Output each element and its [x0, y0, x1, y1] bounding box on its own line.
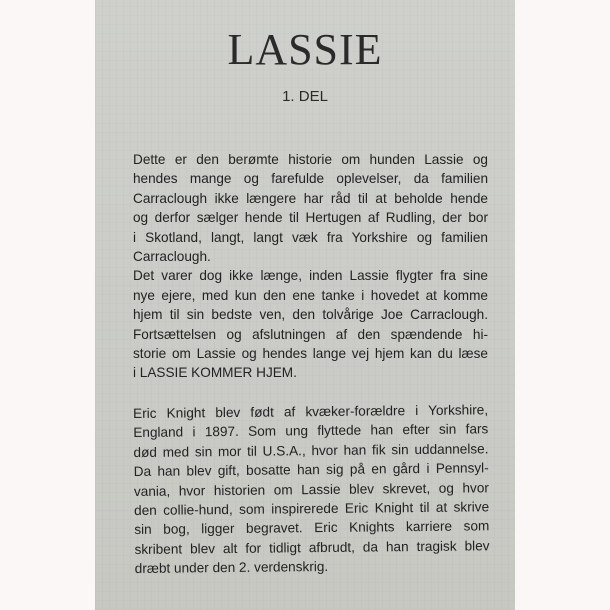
author-bio-paragraph	[133, 400, 490, 578]
text-line: Carraclough ikke længere har råd til at beholde hende	[133, 190, 488, 206]
book-title: LASSIE	[227, 25, 383, 74]
book-subtitle: 1. DEL	[282, 88, 328, 105]
book-back-cover	[95, 0, 515, 610]
text-line: i LASSIE KOMMER HJEM.	[133, 365, 297, 381]
text-line: dræbt under den 2. verdenskrig.	[134, 559, 329, 577]
text-line: Fortsættelsen og afslutningen af den spændende hi-	[133, 326, 488, 342]
text-line: død med sin mor til U.S.A., hvor han fik sin uddannelse.	[133, 441, 489, 460]
text-line: Det varer dog ikke længe, inden Lassie flygter fra sine	[133, 268, 488, 284]
text-line: sin bog, ligger begravet. Eric Knights karriere som	[134, 518, 490, 538]
text-line: og derfor sælger hende til Hertugen af Rudling, der bor	[133, 210, 488, 226]
text-line: skribent blev alt for tidligt afbrudt, da han tragisk blev	[134, 538, 490, 557]
text-line: den collie-hund, som inspirerede Eric Knight til at skrive	[134, 499, 490, 519]
text-line: hendes mange og farefulde oplevelser, da familien	[133, 171, 488, 187]
text-line: Carraclough.	[133, 249, 211, 265]
text-line: Da han blev gift, bosatte han sig på en gård i Pennsyl-	[133, 460, 489, 480]
text-line: i Skotland, langt, langt væk fra Yorkshire og familien	[133, 229, 488, 245]
text-line: hjem til sin bedste ven, den tolvårige Joe Carraclough.	[133, 307, 488, 323]
text-line: vania, hvor historien om Lassie blev skrevet, og hvor	[133, 479, 489, 499]
synopsis-paragraph	[133, 150, 488, 383]
text-line: Eric Knight blev født af kvæker-forældre i Yorkshire,	[133, 402, 489, 421]
text-line: storie om Lassie og hendes lange vej hjem kan du læse	[133, 346, 488, 362]
text-line: Dette er den berømte historie om hunden Lassie og	[133, 152, 488, 167]
text-line: England i 1897. Som ung flyttede han efter sin fars	[133, 421, 489, 441]
text-line: nye ejere, med kun den ene tanke i hovedet at komme	[133, 287, 488, 303]
